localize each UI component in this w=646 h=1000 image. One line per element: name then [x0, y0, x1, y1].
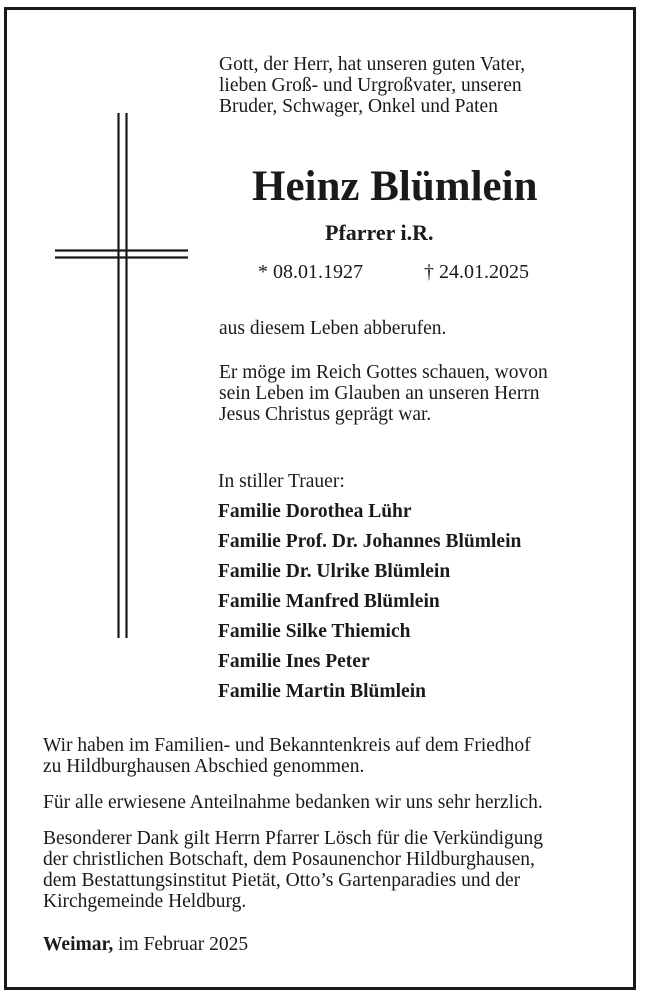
family-name-4: Familie Manfred Blümlein [218, 591, 440, 612]
deceased-name: Heinz Blümlein [252, 163, 538, 210]
farewell-line-2: zu Hildburghausen Abschied genommen. [43, 756, 365, 777]
family-name-3: Familie Dr. Ulrike Blümlein [218, 561, 451, 582]
family-name-5: Familie Silke Thiemich [218, 621, 411, 642]
intro-line-3: Bruder, Schwager, Onkel und Paten [219, 96, 498, 117]
birth-date: * 08.01.1927 [258, 261, 363, 283]
blessing-line-2: sein Leben im Glauben an unseren Herrn [219, 383, 540, 404]
special-thanks-line-2: der christlichen Botschaft, dem Posaunenchor Hildburghausen, [43, 849, 535, 870]
closing-place: Weimar, [43, 934, 114, 955]
blessing-line-3: Jesus Christus geprägt war. [219, 404, 432, 425]
family-name-2: Familie Prof. Dr. Johannes Blümlein [218, 531, 522, 552]
special-thanks-line-1: Besonderer Dank gilt Herrn Pfarrer Lösch für die Verkündigung [43, 828, 543, 849]
called-away-text: aus diesem Leben abberufen. [219, 318, 447, 339]
special-thanks-line-3: dem Bestattungsinstitut Pietät, Otto’s Gartenparadies und der [43, 870, 521, 891]
special-thanks-line-4: Kirchgemeinde Heldburg. [43, 891, 247, 912]
family-name-6: Familie Ines Peter [218, 651, 370, 672]
farewell-line-1: Wir haben im Familien- und Bekanntenkreis auf dem Friedhof [43, 735, 531, 756]
thanks-text: Für alle erwiesene Anteilnahme bedanken wir uns sehr herzlich. [43, 792, 543, 813]
closing-line [43, 934, 248, 956]
intro-line-2: lieben Groß- und Urgroßvater, unseren [219, 75, 522, 96]
blessing-line-1: Er möge im Reich Gottes schauen, wovon [219, 362, 548, 383]
deceased-title: Pfarrer i.R. [325, 220, 434, 245]
death-date: † 24.01.2025 [424, 261, 529, 283]
mourners-heading: In stiller Trauer: [218, 471, 345, 492]
family-name-1: Familie Dorothea Lühr [218, 501, 412, 522]
closing-date: im Februar 2025 [118, 934, 249, 955]
family-name-7: Familie Martin Blümlein [218, 681, 426, 702]
intro-line-1: Gott, der Herr, hat unseren guten Vater, [219, 54, 526, 75]
